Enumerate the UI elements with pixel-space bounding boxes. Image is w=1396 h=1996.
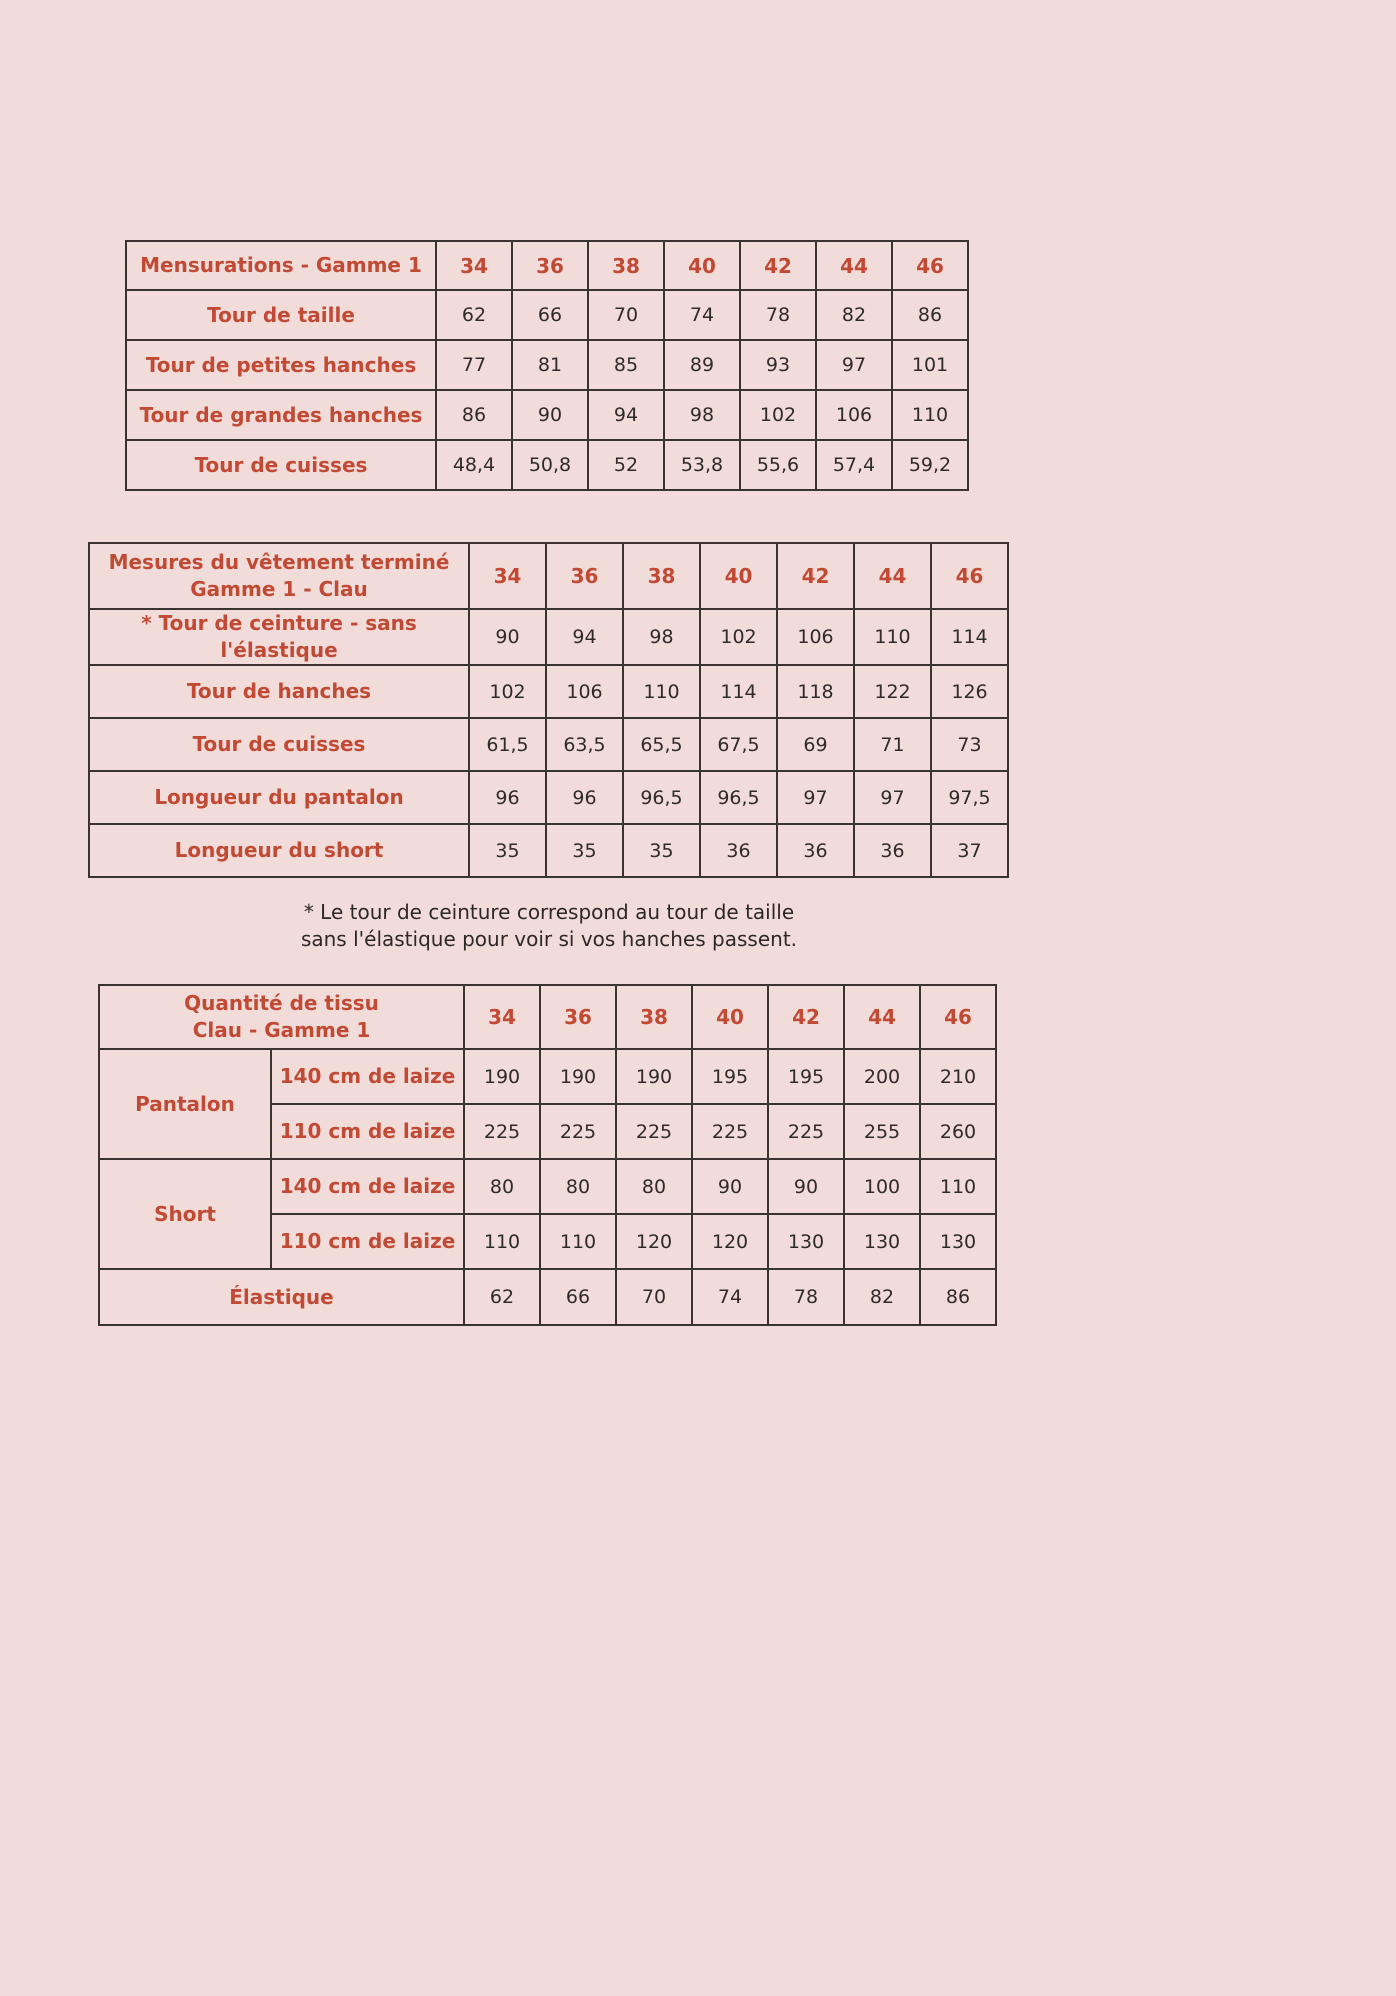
quantite-tissu-value-cell: 90 xyxy=(692,1159,768,1214)
vetement-termine-value-cell: 102 xyxy=(700,609,777,665)
vetement-termine-row-label-3: Longueur du pantalon xyxy=(89,771,469,824)
vetement-termine-value-cell: 97 xyxy=(777,771,854,824)
size-header-40: 40 xyxy=(692,985,768,1049)
table-row xyxy=(126,390,968,440)
quantite-tissu-sub-label: 110 cm de laize xyxy=(271,1214,464,1269)
mensurations-value-cell: 70 xyxy=(588,290,664,340)
vetement-termine-row-label-1: Tour de hanches xyxy=(89,665,469,718)
quantite-tissu-value-cell: 120 xyxy=(692,1214,768,1269)
quantite-tissu-title xyxy=(99,985,464,1049)
quantite-tissu-value-cell: 195 xyxy=(692,1049,768,1104)
vetement-termine-value-cell: 36 xyxy=(777,824,854,877)
mensurations-value-cell: 98 xyxy=(664,390,740,440)
mensurations-value-cell: 53,8 xyxy=(664,440,740,490)
vetement-termine-value-cell: 96 xyxy=(469,771,546,824)
quantite-tissu-title-line-1: Quantité de tissu xyxy=(184,991,379,1015)
mensurations-value-cell: 57,4 xyxy=(816,440,892,490)
quantite-tissu-value-cell: 78 xyxy=(768,1269,844,1325)
mensurations-value-cell: 81 xyxy=(512,340,588,390)
quantite-tissu-value-cell: 225 xyxy=(692,1104,768,1159)
quantite-tissu-value-cell: 82 xyxy=(844,1269,920,1325)
size-header-34: 34 xyxy=(464,985,540,1049)
size-header-42: 42 xyxy=(740,241,816,290)
vetement-termine-row-label-0: * Tour de ceinture - sans l'élastique xyxy=(89,609,469,665)
vetement-termine-value-cell: 96,5 xyxy=(700,771,777,824)
table-mensurations xyxy=(125,240,969,491)
vetement-termine-value-cell: 35 xyxy=(623,824,700,877)
vetement-termine-value-cell: 126 xyxy=(931,665,1008,718)
quantite-tissu-sub-label: 110 cm de laize xyxy=(271,1104,464,1159)
size-header-42: 42 xyxy=(777,543,854,609)
quantite-tissu-value-cell: 130 xyxy=(844,1214,920,1269)
table-row xyxy=(126,241,968,290)
quantite-tissu-value-cell: 74 xyxy=(692,1269,768,1325)
mensurations-value-cell: 102 xyxy=(740,390,816,440)
mensurations-value-cell: 94 xyxy=(588,390,664,440)
table-row xyxy=(99,1049,996,1104)
mensurations-value-cell: 66 xyxy=(512,290,588,340)
quantite-tissu-value-cell: 120 xyxy=(616,1214,692,1269)
table-row xyxy=(126,340,968,390)
vetement-termine-value-cell: 37 xyxy=(931,824,1008,877)
table-row xyxy=(99,985,996,1049)
mensurations-value-cell: 89 xyxy=(664,340,740,390)
mensurations-value-cell: 110 xyxy=(892,390,968,440)
quantite-tissu-value-cell: 66 xyxy=(540,1269,616,1325)
quantite-tissu-value-cell: 110 xyxy=(464,1214,540,1269)
mensurations-value-cell: 50,8 xyxy=(512,440,588,490)
table-quantite-tissu-body xyxy=(99,985,996,1325)
vetement-termine-value-cell: 96 xyxy=(546,771,623,824)
mensurations-value-cell: 78 xyxy=(740,290,816,340)
size-header-44: 44 xyxy=(844,985,920,1049)
vetement-termine-value-cell: 97,5 xyxy=(931,771,1008,824)
mensurations-value-cell: 59,2 xyxy=(892,440,968,490)
quantite-tissu-title-line-2: Clau - Gamme 1 xyxy=(192,1018,371,1042)
mensurations-value-cell: 74 xyxy=(664,290,740,340)
size-header-46: 46 xyxy=(931,543,1008,609)
vetement-termine-value-cell: 69 xyxy=(777,718,854,771)
mensurations-value-cell: 77 xyxy=(436,340,512,390)
size-header-46: 46 xyxy=(920,985,996,1049)
vetement-termine-value-cell: 114 xyxy=(700,665,777,718)
quantite-tissu-value-cell: 200 xyxy=(844,1049,920,1104)
size-header-36: 36 xyxy=(540,985,616,1049)
quantite-tissu-value-cell: 62 xyxy=(464,1269,540,1325)
quantite-tissu-group-label-0: Pantalon xyxy=(99,1049,271,1159)
vetement-termine-value-cell: 98 xyxy=(623,609,700,665)
vetement-termine-value-cell: 36 xyxy=(854,824,931,877)
size-header-44: 44 xyxy=(816,241,892,290)
vetement-termine-value-cell: 114 xyxy=(931,609,1008,665)
size-header-36: 36 xyxy=(546,543,623,609)
quantite-tissu-value-cell: 130 xyxy=(920,1214,996,1269)
mensurations-value-cell: 82 xyxy=(816,290,892,340)
table-row xyxy=(89,665,1008,718)
table-row xyxy=(126,440,968,490)
quantite-tissu-value-cell: 80 xyxy=(540,1159,616,1214)
mensurations-value-cell: 97 xyxy=(816,340,892,390)
mensurations-value-cell: 62 xyxy=(436,290,512,340)
quantite-tissu-value-cell: 210 xyxy=(920,1049,996,1104)
quantite-tissu-value-cell: 190 xyxy=(464,1049,540,1104)
mensurations-value-cell: 90 xyxy=(512,390,588,440)
size-header-36: 36 xyxy=(512,241,588,290)
vetement-termine-value-cell: 122 xyxy=(854,665,931,718)
size-header-42: 42 xyxy=(768,985,844,1049)
vetement-termine-value-cell: 36 xyxy=(700,824,777,877)
footnote xyxy=(88,899,1010,953)
vetement-termine-value-cell: 35 xyxy=(546,824,623,877)
mensurations-value-cell: 86 xyxy=(436,390,512,440)
quantite-tissu-value-cell: 90 xyxy=(768,1159,844,1214)
quantite-tissu-value-cell: 100 xyxy=(844,1159,920,1214)
vetement-termine-value-cell: 96,5 xyxy=(623,771,700,824)
table-row xyxy=(89,771,1008,824)
footnote-line-2: sans l'élastique pour voir si vos hanches passent. xyxy=(300,927,798,951)
quantite-tissu-sub-label: 140 cm de laize xyxy=(271,1049,464,1104)
vetement-termine-value-cell: 97 xyxy=(854,771,931,824)
quantite-tissu-value-cell: 190 xyxy=(616,1049,692,1104)
vetement-termine-value-cell: 61,5 xyxy=(469,718,546,771)
mensurations-row-label-0: Tour de taille xyxy=(126,290,436,340)
size-header-34: 34 xyxy=(436,241,512,290)
quantite-tissu-value-cell: 70 xyxy=(616,1269,692,1325)
mensurations-value-cell: 85 xyxy=(588,340,664,390)
quantite-tissu-value-cell: 195 xyxy=(768,1049,844,1104)
quantite-tissu-footer-label: Élastique xyxy=(99,1269,464,1325)
quantite-tissu-value-cell: 225 xyxy=(540,1104,616,1159)
table-row xyxy=(99,1269,996,1325)
quantite-tissu-value-cell: 225 xyxy=(464,1104,540,1159)
quantite-tissu-value-cell: 86 xyxy=(920,1269,996,1325)
vetement-termine-title xyxy=(89,543,469,609)
vetement-termine-row-label-2: Tour de cuisses xyxy=(89,718,469,771)
vetement-termine-value-cell: 90 xyxy=(469,609,546,665)
table-row xyxy=(89,824,1008,877)
vetement-termine-value-cell: 71 xyxy=(854,718,931,771)
vetement-termine-value-cell: 35 xyxy=(469,824,546,877)
vetement-termine-value-cell: 67,5 xyxy=(700,718,777,771)
quantite-tissu-value-cell: 225 xyxy=(616,1104,692,1159)
quantite-tissu-sub-label: 140 cm de laize xyxy=(271,1159,464,1214)
table-row xyxy=(99,1159,996,1214)
size-header-40: 40 xyxy=(664,241,740,290)
vetement-termine-value-cell: 73 xyxy=(931,718,1008,771)
quantite-tissu-value-cell: 260 xyxy=(920,1104,996,1159)
size-header-38: 38 xyxy=(616,985,692,1049)
mensurations-row-label-1: Tour de petites hanches xyxy=(126,340,436,390)
vetement-termine-value-cell: 118 xyxy=(777,665,854,718)
size-header-34: 34 xyxy=(469,543,546,609)
footnote-line-1: * Le tour de ceinture correspond au tour de taille xyxy=(303,900,795,924)
quantite-tissu-value-cell: 190 xyxy=(540,1049,616,1104)
vetement-termine-value-cell: 65,5 xyxy=(623,718,700,771)
table-row xyxy=(89,543,1008,609)
quantite-tissu-value-cell: 80 xyxy=(616,1159,692,1214)
quantite-tissu-value-cell: 110 xyxy=(920,1159,996,1214)
vetement-termine-value-cell: 63,5 xyxy=(546,718,623,771)
vetement-termine-value-cell: 102 xyxy=(469,665,546,718)
vetement-termine-value-cell: 106 xyxy=(777,609,854,665)
quantite-tissu-value-cell: 110 xyxy=(540,1214,616,1269)
quantite-tissu-value-cell: 225 xyxy=(768,1104,844,1159)
mensurations-row-label-3: Tour de cuisses xyxy=(126,440,436,490)
table-vetement-termine xyxy=(88,542,1009,878)
vetement-termine-title-line-1: Mesures du vêtement terminé xyxy=(108,550,450,574)
mensurations-value-cell: 52 xyxy=(588,440,664,490)
mensurations-value-cell: 101 xyxy=(892,340,968,390)
table-mensurations-body xyxy=(126,241,968,490)
quantite-tissu-value-cell: 130 xyxy=(768,1214,844,1269)
vetement-termine-value-cell: 110 xyxy=(854,609,931,665)
vetement-termine-title-line-2: Gamme 1 - Clau xyxy=(190,577,368,601)
vetement-termine-value-cell: 106 xyxy=(546,665,623,718)
mensurations-value-cell: 86 xyxy=(892,290,968,340)
vetement-termine-row-label-4: Longueur du short xyxy=(89,824,469,877)
vetement-termine-value-cell: 110 xyxy=(623,665,700,718)
mensurations-value-cell: 106 xyxy=(816,390,892,440)
size-header-44: 44 xyxy=(854,543,931,609)
size-header-46: 46 xyxy=(892,241,968,290)
vetement-termine-value-cell: 94 xyxy=(546,609,623,665)
mensurations-value-cell: 55,6 xyxy=(740,440,816,490)
table-row xyxy=(89,609,1008,665)
quantite-tissu-value-cell: 255 xyxy=(844,1104,920,1159)
size-header-38: 38 xyxy=(588,241,664,290)
quantite-tissu-value-cell: 80 xyxy=(464,1159,540,1214)
size-header-40: 40 xyxy=(700,543,777,609)
mensurations-value-cell: 93 xyxy=(740,340,816,390)
table-quantite-tissu xyxy=(98,984,997,1326)
table-vetement-termine-body xyxy=(89,543,1008,877)
quantite-tissu-group-label-1: Short xyxy=(99,1159,271,1269)
table-row xyxy=(126,290,968,340)
mensurations-value-cell: 48,4 xyxy=(436,440,512,490)
mensurations-row-label-2: Tour de grandes hanches xyxy=(126,390,436,440)
size-header-38: 38 xyxy=(623,543,700,609)
table-row xyxy=(89,718,1008,771)
mensurations-title: Mensurations - Gamme 1 xyxy=(126,241,436,290)
